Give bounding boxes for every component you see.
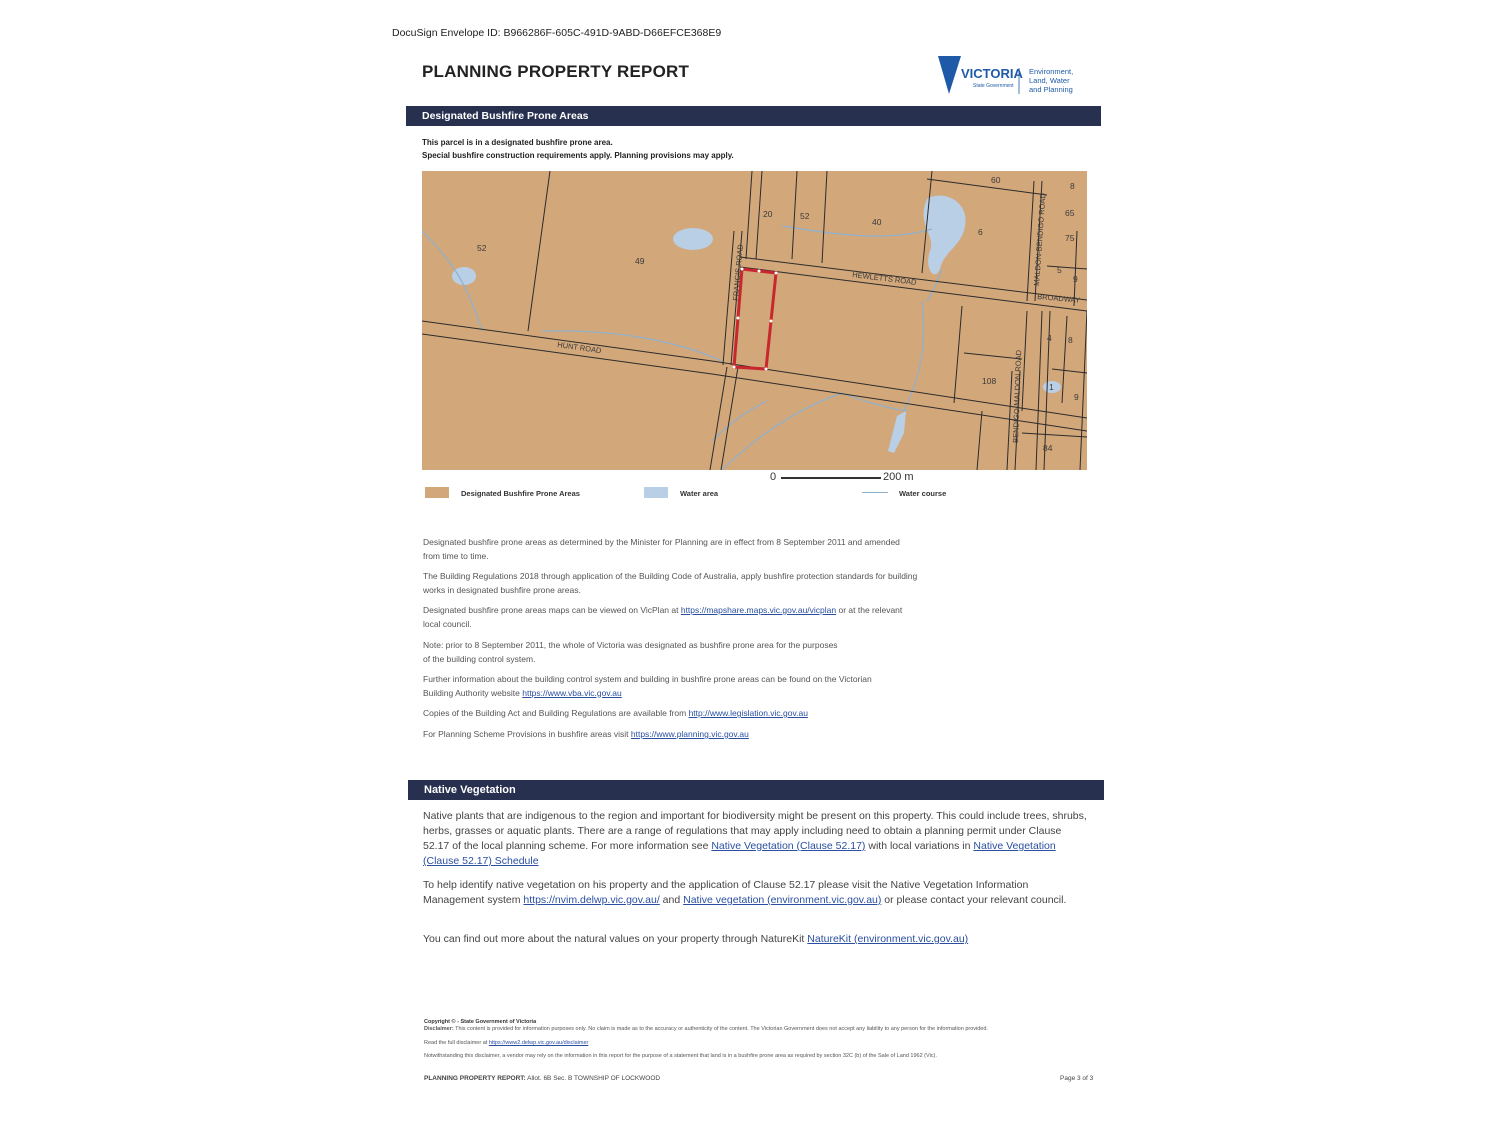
map-road-label: HEWLETTS ROAD bbox=[851, 270, 917, 287]
map-road-label: MALDON-BENDIGO ROAD bbox=[1032, 192, 1048, 287]
native-veg-paragraph-1: Native plants that are indigenous to the region and important for biodiversity might be present on this property. This could include trees, shrubs, herbs, grasses or aquatic plants. There are a range of regulations that may apply including need to obtain a planning permit under Clause 52.17 of the local planning scheme. For more information see Native Vegetation (Clause 52.17) with local variations in Native Vegetation (Clause 52.17) Schedule bbox=[423, 810, 1087, 867]
bushfire-paragraph: Designated bushfire prone areas maps can be viewed on VicPlan at https://mapshare.maps.vic.gov.au/vicplan or at the relevant local council. bbox=[423, 605, 903, 629]
bushfire-paragraph: Designated bushfire prone areas as determined by the Minister for Planning are in effect from 8 September 2011 and amended from time to time. bbox=[423, 537, 900, 561]
map-lot-label: 1 bbox=[1049, 382, 1054, 392]
naturekit-link[interactable]: NatureKit (environment.vic.gov.au) bbox=[807, 933, 969, 945]
logo-sub: State Government bbox=[973, 83, 1014, 89]
footer-property: PLANNING PROPERTY REPORT: Allot. 6B Sec. B TOWNSHIP OF LOCKWOOD bbox=[424, 1075, 661, 1082]
bushfire-paragraph: Note: prior to 8 September 2011, the whole of Victoria was designated as bushfire prone area for the purposes of the building control system. bbox=[423, 640, 838, 664]
map-lot-label: 4 bbox=[1047, 333, 1052, 343]
legend-swatch-water-area bbox=[644, 487, 668, 498]
map-lot-label: 40 bbox=[872, 217, 882, 227]
scale-bar bbox=[781, 477, 881, 479]
copyright-notice: Copyright © - State Government of Victoria bbox=[424, 1019, 537, 1025]
map-lot-label: 108 bbox=[982, 376, 997, 386]
map-lot-label: 8 bbox=[1070, 181, 1075, 191]
map-lot-label: 20 bbox=[763, 209, 773, 219]
notwithstanding-note: Notwithstanding this disclaimer, a vendor may rely on the information in this report for the purpose of a statement that land is in a bushfire prone area as required by section 32C (b) of the Sale of Land 1962 (Vic). bbox=[424, 1053, 937, 1059]
native-veg-paragraph-3: You can find out more about the natural values on your property through NatureKit NatureKit (environment.vic.gov.au) bbox=[423, 933, 969, 945]
water-area bbox=[673, 228, 713, 250]
vba-link[interactable]: https://www.vba.vic.gov.au bbox=[522, 687, 622, 698]
map-lot-label: 60 bbox=[991, 175, 1001, 185]
logo-dept-2: Land, Water bbox=[1029, 76, 1070, 85]
legend-label-water-area: Water area bbox=[680, 489, 719, 498]
map-road-label: BENDIGO-MALDON ROAD bbox=[1011, 349, 1024, 444]
native-veg-paragraph-2: To help identify native vegetation on his property and the application of Clause 52.17 please visit the Native Vegetation Information Management system https://nvim.delwp.vic.gov.au/ and Native vegetation (environment.vic.gov.au) or please contact your relevant council. bbox=[423, 879, 1067, 906]
native-vegetation-heading: Native Vegetation bbox=[408, 780, 1104, 800]
map-lot-label: 75 bbox=[1065, 233, 1075, 243]
bushfire-paragraph: The Building Regulations 2018 through application of the Building Code of Australia, apply bushfire protection standards for building works in designated bushfire prone areas. bbox=[423, 571, 918, 595]
map-road-label: FRANCIS ROAD bbox=[731, 243, 745, 302]
logo-name: VICTORIA bbox=[961, 66, 1023, 81]
map-lot-label: 8 bbox=[1068, 335, 1073, 345]
map-lot-label: 65 bbox=[1065, 208, 1075, 218]
disclaimer-link-line: Read the full disclaimer at https://www2.delwp.vic.gov.au/disclaimer bbox=[424, 1040, 589, 1046]
bushfire-map bbox=[422, 171, 1087, 470]
map-lot-label: 6 bbox=[978, 227, 983, 237]
nvim-link[interactable]: https://nvim.delwp.vic.gov.au/ bbox=[523, 894, 660, 906]
map-lot-label: 49 bbox=[635, 256, 645, 266]
bushfire-paragraph: For Planning Scheme Provisions in bushfire areas visit https://www.planning.vic.gov.au bbox=[423, 729, 749, 739]
clause-5217-schedule-link[interactable]: Native Vegetation (Clause 52.17) Schedule bbox=[423, 840, 1056, 867]
map-road-label: HUNT ROAD bbox=[556, 340, 602, 356]
map-lot-label: 84 bbox=[1043, 443, 1053, 453]
disclaimer-link[interactable]: https://www2.delwp.vic.gov.au/disclaimer bbox=[488, 1040, 589, 1046]
bushfire-section-heading: Designated Bushfire Prone Areas bbox=[406, 106, 1101, 126]
scale-bar-end-label: 200 m bbox=[883, 471, 914, 483]
legend-label-water-course: Water course bbox=[899, 489, 947, 498]
vicplan-link[interactable]: https://mapshare.maps.vic.gov.au/vicplan bbox=[680, 605, 837, 615]
docusign-envelope-id: DocuSign Envelope ID: B966286F-605C-491D-9ABD-D66EFCE368E9 bbox=[392, 27, 722, 39]
bushfire-paragraph: Further information about the building control system and building in bushfire prone areas can be found on the Victorian Building Authority website https://www.vba.vic.gov.au bbox=[423, 674, 872, 698]
bushfire-paragraph: Copies of the Building Act and Building Regulations are available from http://www.legislation.vic.gov.au bbox=[423, 708, 808, 718]
legend-label-prone: Designated Bushfire Prone Areas bbox=[461, 489, 580, 498]
bushfire-intro-line-2: Special bushfire construction requirements apply. Planning provisions may apply. bbox=[422, 151, 734, 160]
logo-dept-1: Environment, bbox=[1029, 67, 1074, 76]
legislation-link[interactable]: http://www.legislation.vic.gov.au bbox=[688, 708, 808, 718]
bushfire-prone-area-fill bbox=[422, 171, 1087, 470]
clause-5217-link[interactable]: Native Vegetation (Clause 52.17) bbox=[711, 840, 866, 852]
planning-link[interactable]: https://www.planning.vic.gov.au bbox=[630, 729, 749, 739]
water-area bbox=[452, 267, 476, 285]
map-lot-label: 9 bbox=[1074, 392, 1079, 402]
native-vegetation-link[interactable]: Native vegetation (environment.vic.gov.au) bbox=[683, 894, 882, 906]
report-title: PLANNING PROPERTY REPORT bbox=[422, 62, 690, 81]
map-lot-label: 52 bbox=[800, 211, 810, 221]
victoria-government-logo bbox=[935, 52, 1095, 100]
scale-bar-start-label: 0 bbox=[770, 471, 777, 483]
disclaimer: Disclaimer: This content is provided for information purposes only. No claim is made as to the accuracy or authenticity of the content. The Victorian Government does not accept any liability to any person for the information provided. bbox=[424, 1026, 988, 1032]
map-lot-label: 9 bbox=[1073, 274, 1078, 284]
page-number: Page 3 of 3 bbox=[1060, 1075, 1094, 1082]
map-lot-label: 52 bbox=[477, 243, 487, 253]
legend-swatch-prone bbox=[425, 487, 449, 498]
logo-dept-3: and Planning bbox=[1029, 85, 1073, 94]
map-lot-label: 5 bbox=[1057, 265, 1062, 275]
legend-swatch-water-course bbox=[862, 492, 888, 493]
map-road-label: BROADWAY bbox=[1036, 292, 1081, 305]
bushfire-intro-line-1: This parcel is in a designated bushfire prone area. bbox=[422, 138, 613, 147]
